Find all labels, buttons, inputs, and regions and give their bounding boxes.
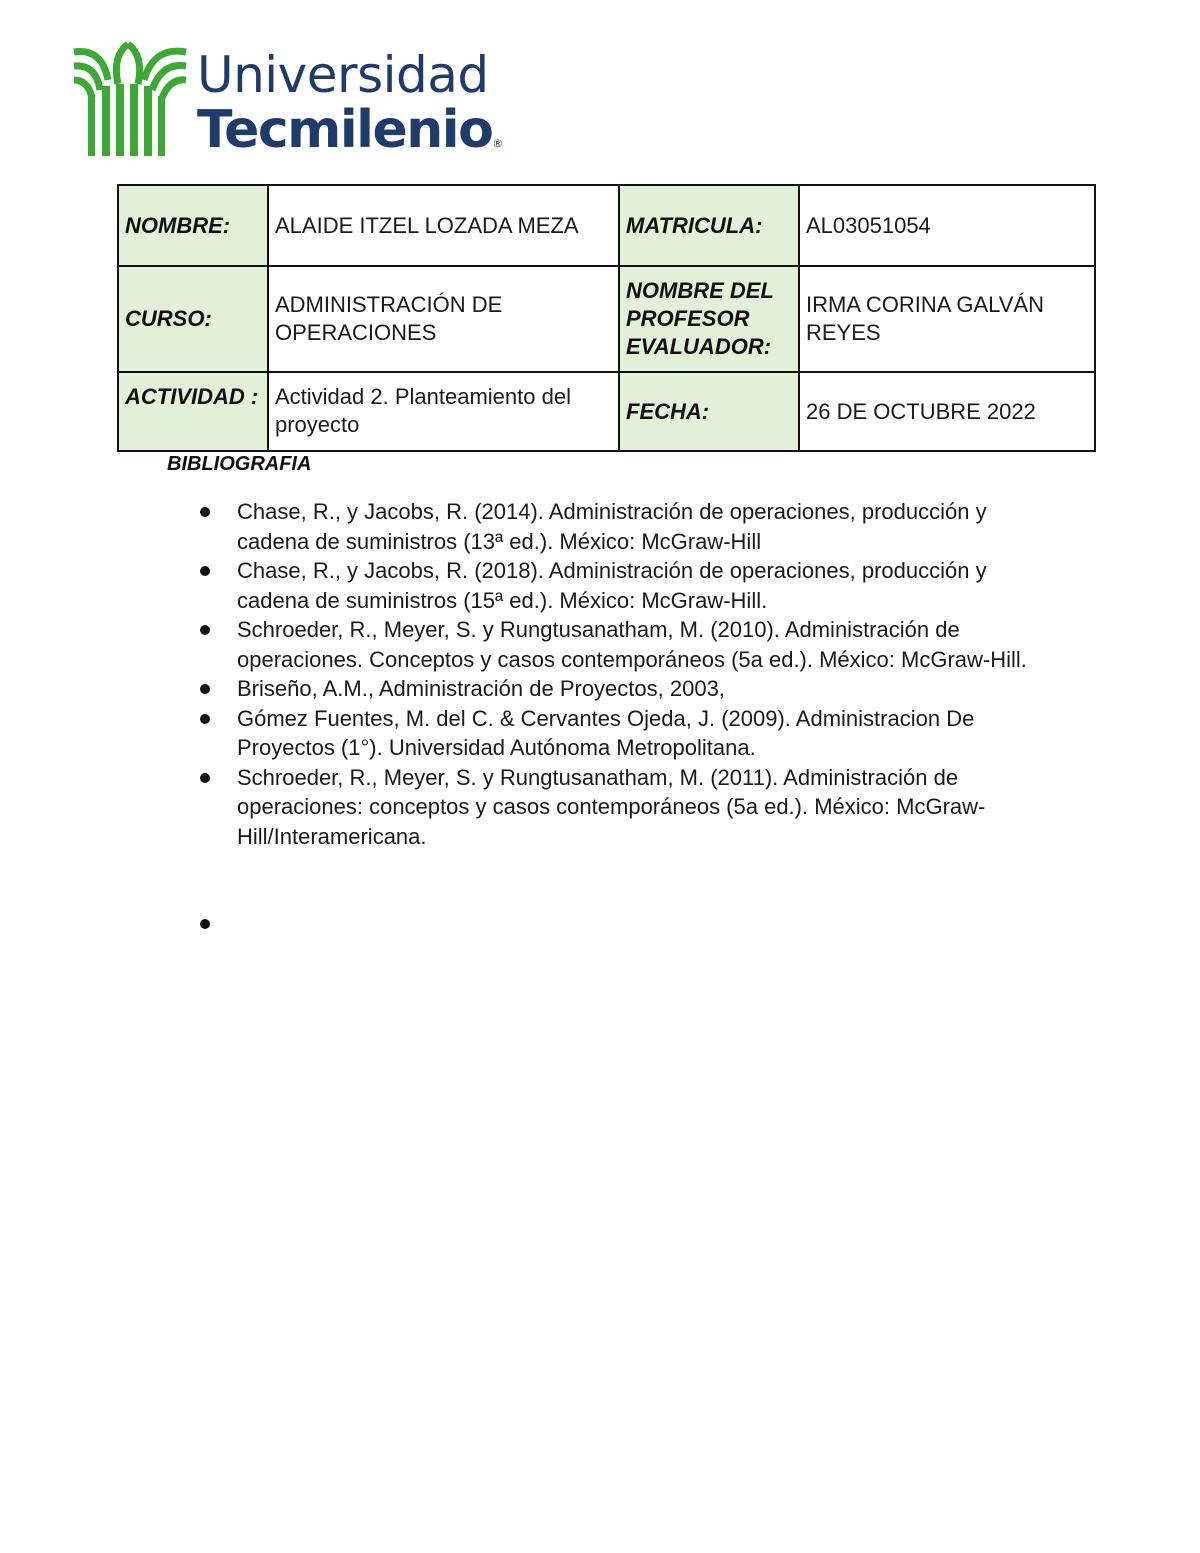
list-item [237,615,1037,674]
table-row [118,372,1095,451]
date-label: FECHA: [619,372,799,451]
table-row [118,266,1095,372]
bullet-icon [200,566,210,576]
bullet-icon [200,773,210,783]
reference-text: Gómez Fuentes, M. del C. & Cervantes Ojeda, J. (2009). Administracion De Proyectos (1°). Universidad Autónoma Metropolitana. [237,705,975,760]
logo-tecmilenio-text [197,100,504,160]
name-label: NOMBRE: [118,185,268,266]
reference-text: Briseño, A.M., Administración de Proyectos, 2003, [237,676,725,701]
logo-registered-mark: ® [492,137,504,150]
list-item [237,497,1037,556]
list-item [237,556,1037,615]
bullet-icon [200,684,210,694]
tecmilenio-arches-icon [72,40,190,160]
bullet-icon [200,714,210,724]
logo-brand-name: Tecmilenio [197,100,493,160]
activity-value: Actividad 2. Planteamiento del proyecto [268,372,619,451]
reference-text: Chase, R., y Jacobs, R. (2018). Administración de operaciones, producción y cadena de suministros (15ª ed.). México: McGraw-Hill. [237,558,987,613]
reference-text: Schroeder, R., Meyer, S. y Rungtusanatham, M. (2010). Administración de operaciones. Conceptos y casos contemporáneos (5a ed.). México: McGraw-Hill. [237,617,1027,672]
empty-bullet-icon [200,919,210,929]
course-label: CURSO: [118,266,268,372]
bullet-icon [200,507,210,517]
date-value: 26 DE OCTUBRE 2022 [799,372,1095,451]
list-item [237,704,1037,763]
list-item [237,674,1037,704]
matricula-label: MATRICULA: [619,185,799,266]
matricula-value: AL03051054 [799,185,1095,266]
professor-value: IRMA CORINA GALVÁN REYES [799,266,1095,372]
logo-university-text: Universidad [197,46,489,104]
bullet-icon [200,625,210,635]
reference-text: Schroeder, R., Meyer, S. y Rungtusanatham, M. (2011). Administración de operaciones: conceptos y casos contemporáneos (5a ed.). México: McGraw-Hill/Interamericana. [237,764,986,849]
student-info-table [117,184,1096,452]
table-row [118,185,1095,266]
university-logo [72,40,502,162]
bibliography-heading: BIBLIOGRAFIA [167,453,312,475]
list-item [237,763,1037,852]
reference-text: Chase, R., y Jacobs, R. (2014). Administración de operaciones, producción y cadena de suministros (13ª ed.). México: McGraw-Hill [237,499,987,554]
bibliography-list [237,497,1037,851]
activity-label: ACTIVIDAD : [118,372,268,451]
course-value: ADMINISTRACIÓN DE OPERACIONES [268,266,619,372]
name-value: ALAIDE ITZEL LOZADA MEZA [268,185,619,266]
professor-label: NOMBRE DEL PROFESOR EVALUADOR: [619,266,799,372]
